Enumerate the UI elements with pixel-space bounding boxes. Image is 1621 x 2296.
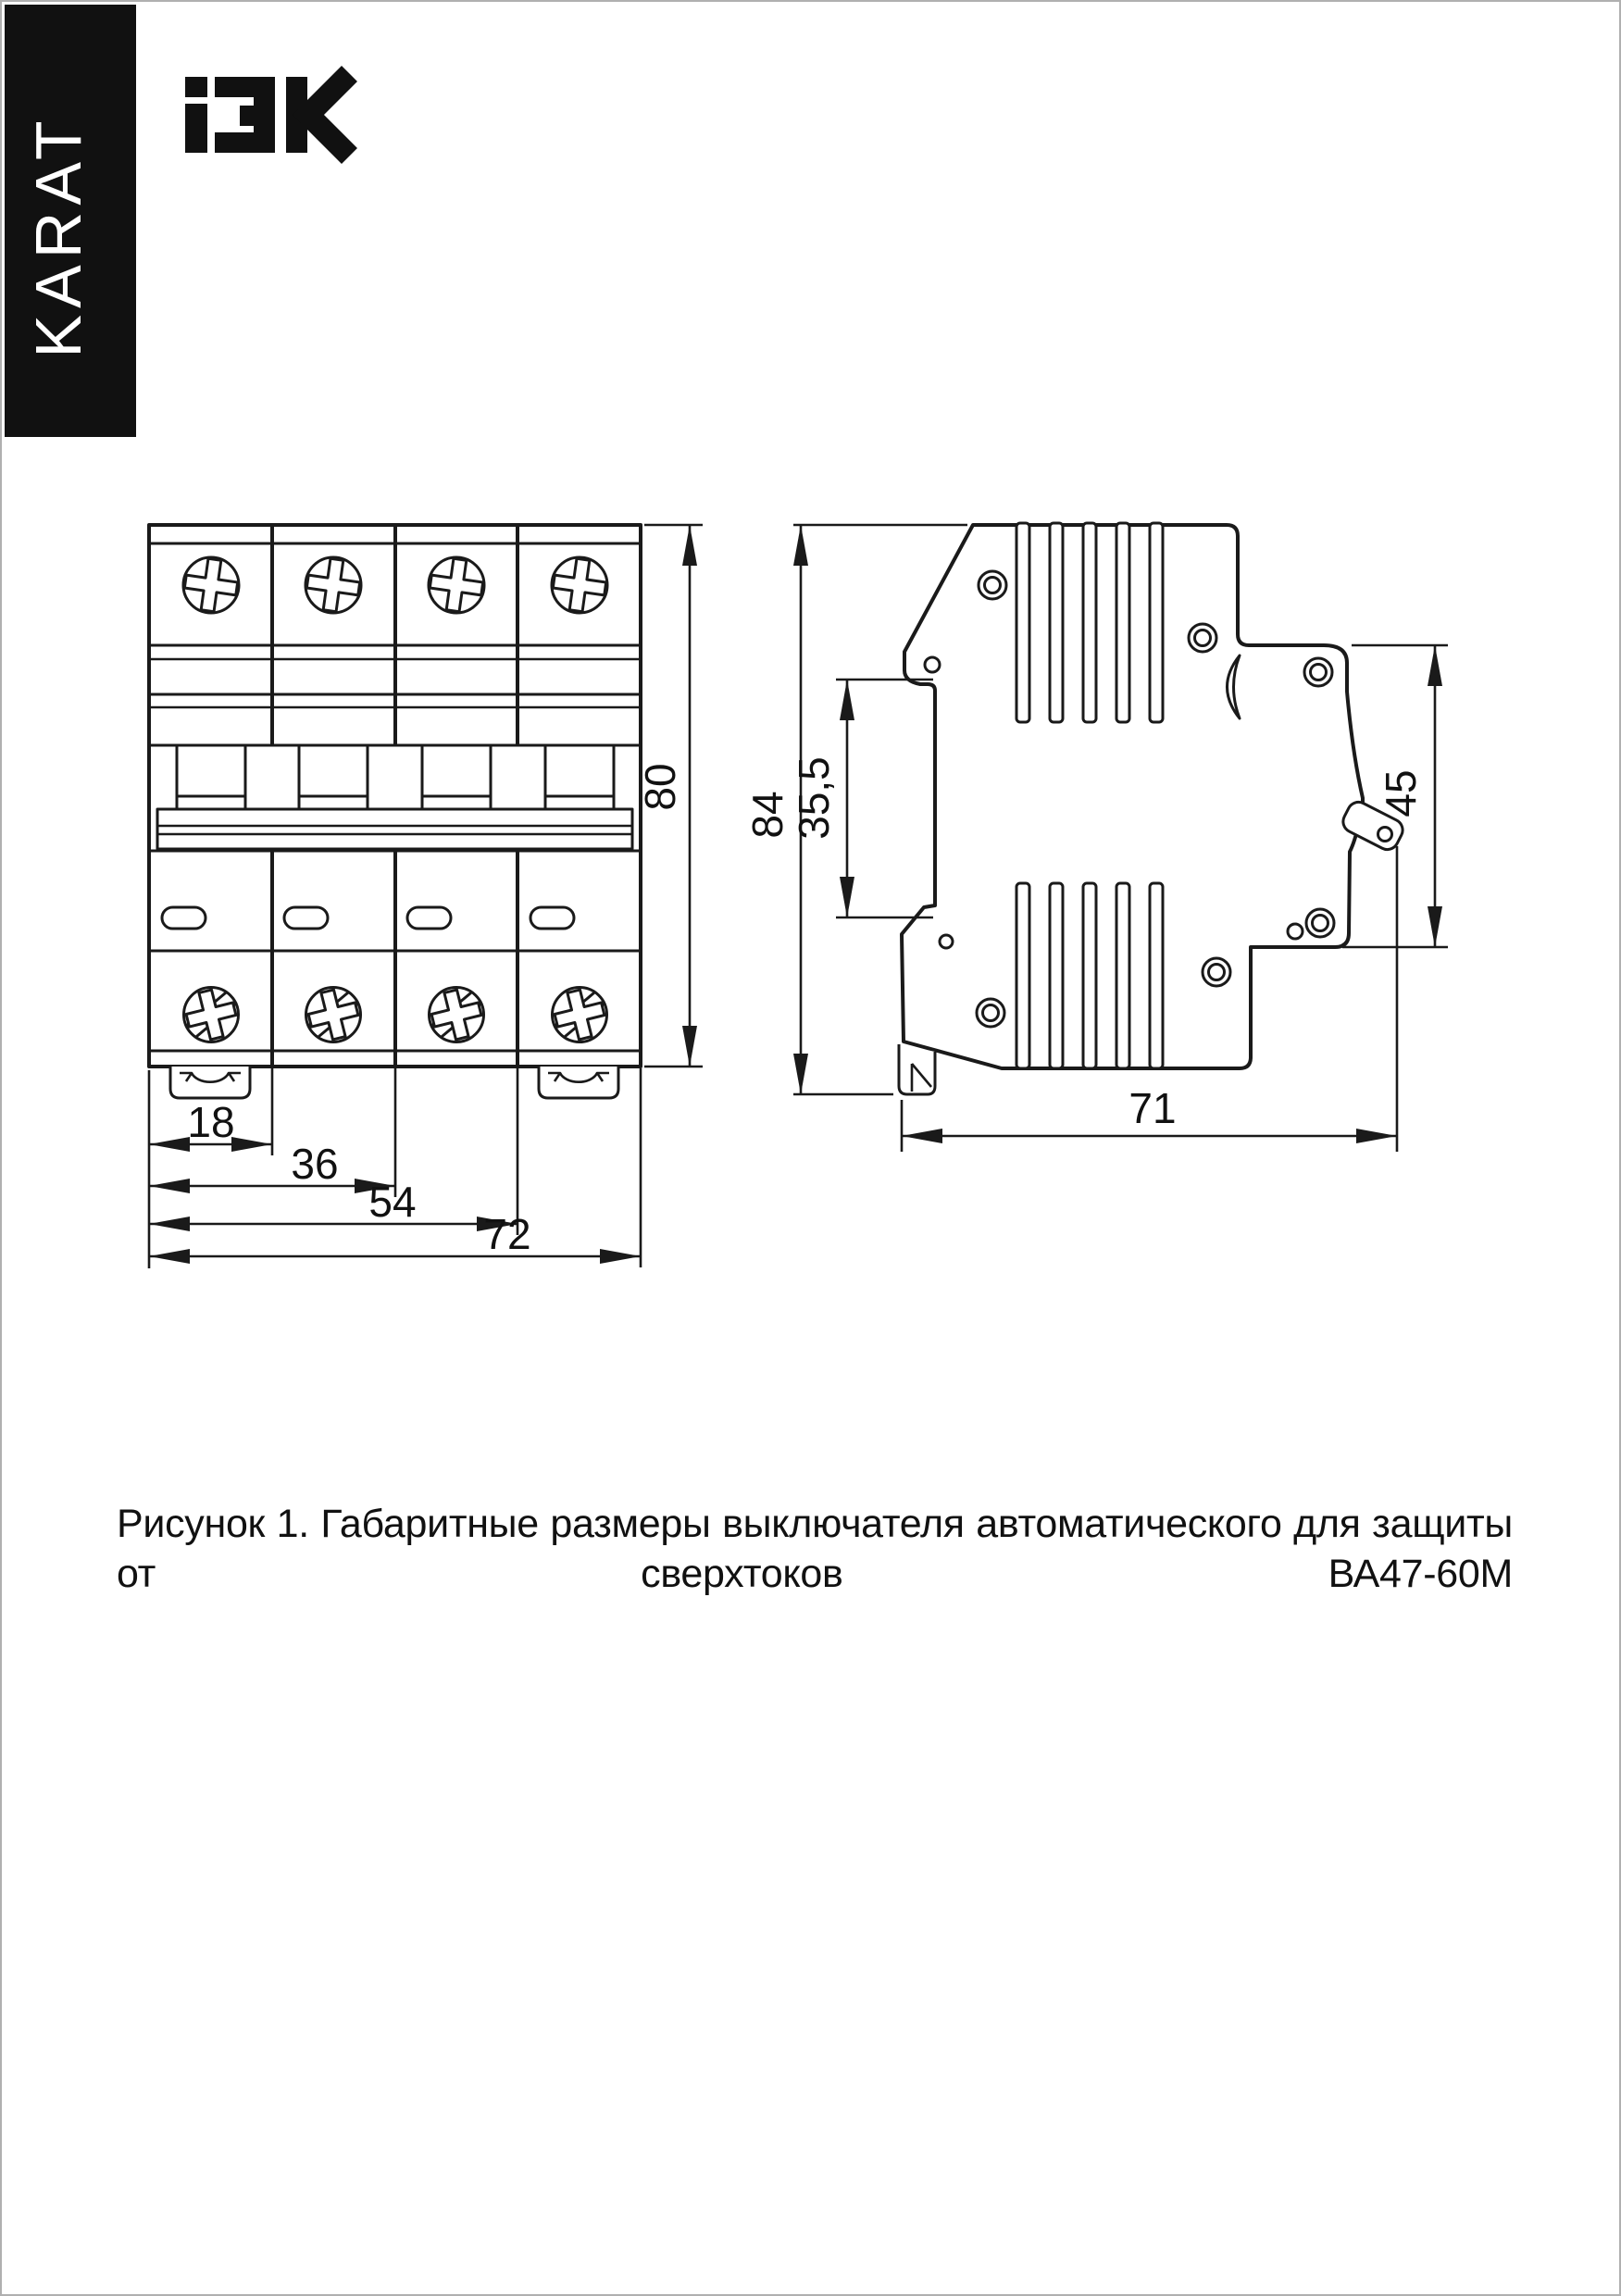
din-clip-tab xyxy=(899,1044,935,1094)
dim-front-two-modules: 36 xyxy=(291,1140,339,1188)
top-screw-icon xyxy=(550,555,608,614)
dim-front-module: 18 xyxy=(187,1098,235,1146)
dim-front-height: 80 xyxy=(636,763,684,811)
din-clip xyxy=(539,1067,618,1098)
iek-logo-icon xyxy=(185,77,342,153)
top-screw-icon xyxy=(427,555,485,614)
dim-front-total-width: 72 xyxy=(483,1210,531,1258)
top-screw-icon xyxy=(304,555,362,614)
top-screw-icon xyxy=(181,555,240,614)
karat-banner xyxy=(5,5,136,437)
side-view xyxy=(899,523,1406,1094)
handle-tie-bar xyxy=(157,809,632,849)
technical-drawing xyxy=(2,2,1621,2296)
dim-side-depth: 71 xyxy=(1128,1084,1177,1132)
dim-side-din-recess: 35,5 xyxy=(790,756,838,840)
dim-front-three-modules: 54 xyxy=(368,1178,417,1226)
din-clip xyxy=(170,1067,250,1098)
banner-label: KARAT xyxy=(22,114,94,358)
front-view xyxy=(149,525,641,1098)
figure-caption: Рисунок 1. Габаритные размеры выключателя автоматического для защиты от сверхтоков ВА47-60М xyxy=(117,1502,1513,1596)
dim-side-front-face: 45 xyxy=(1377,769,1425,817)
dim-side-height: 84 xyxy=(743,791,792,839)
